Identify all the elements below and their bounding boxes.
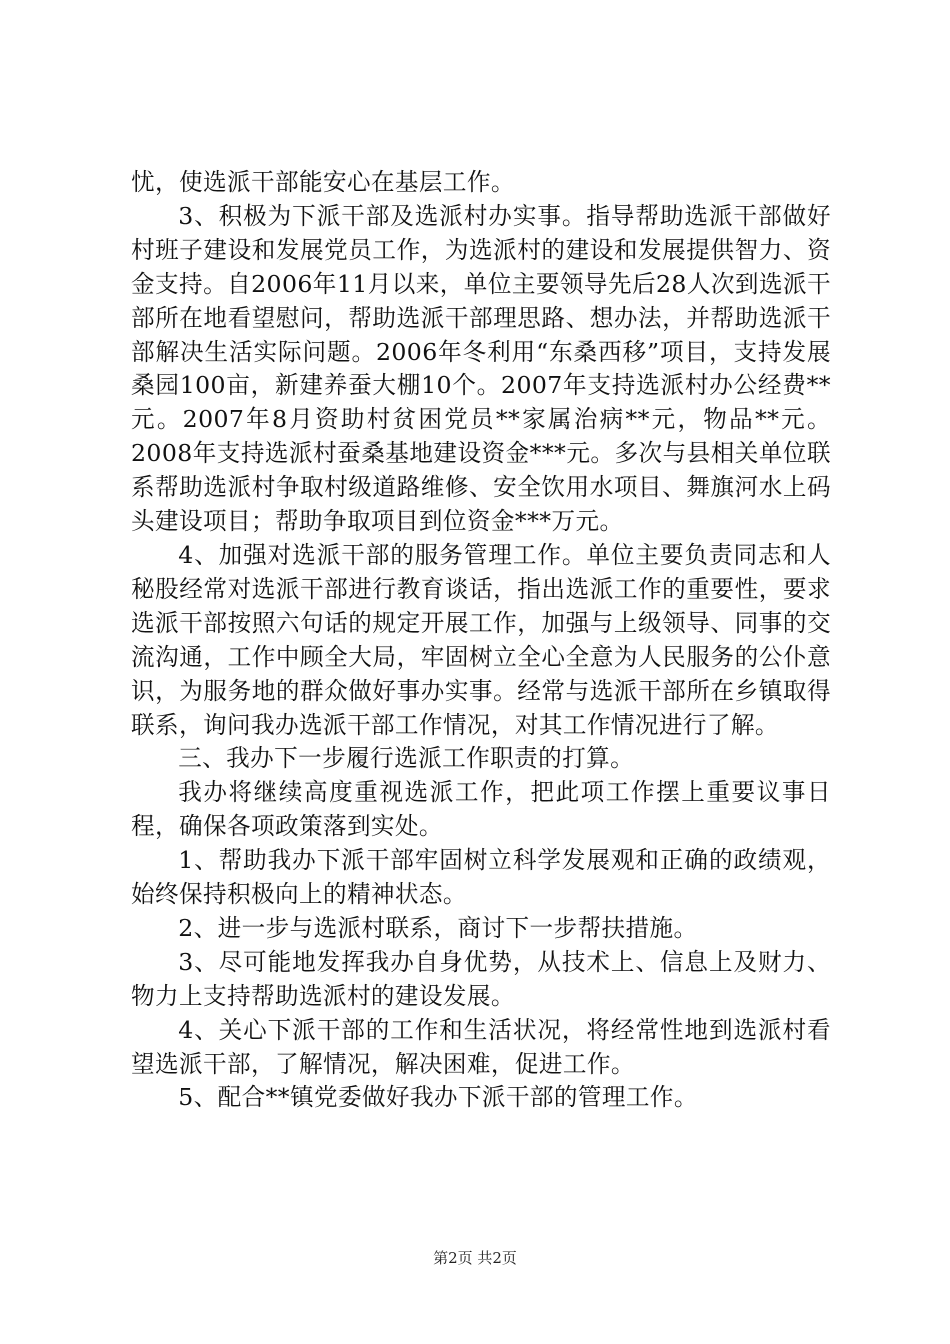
plan-item-5: 5、配合**镇党委做好我办下派干部的管理工作。 (178, 1083, 698, 1112)
plan-item-4: 4、关心下派干部的工作和生活状况，将经常性地到选派村看望选派干部，了解情况，解决困难，促进工作。 (131, 1015, 831, 1078)
paragraph-intro: 我办将继续高度重视选派工作，把此项工作摆上重要议事日程，确保各项政策落到实处。 (131, 778, 831, 841)
section-heading-3: 三、我办下一步履行选派工作职责的打算。 (178, 744, 635, 773)
paragraph-item-3: 3、积极为下派干部及选派村办实事。指导帮助选派干部做好村班子建设和发展党员工作，为选派村的建设和发展提供智力、资金支持。自2006年11月以来，单位主要领导先后28人次到选派干部所在地看望慰问，帮助选派干部理思路、想办法，并帮助选派干部解决生活实际问题。2006年冬利用“东桑西移”项目，支持发展桑园100亩，新建养蚕大棚10个。2007年支持选派村办公经费**元。2007年8月资助村贫困党员**家属治病**元，物品**元。2008年支持选派村蚕桑基地建设资金***元。多次与县相关单位联系帮助选派村争取村级道路维修、安全饮用水项目、舞旗河水上码头建设项目；帮助争取项目到位资金***万元。 (131, 201, 831, 536)
paragraph-item-4: 4、加强对选派干部的服务管理工作。单位主要负责同志和人秘股经常对选派干部进行教育谈话，指出选派工作的重要性，要求选派干部按照六句话的规定开展工作，加强与上级领导、同事的交流沟通，工作中顾全大局，牢固树立全心全意为人民服务的公仆意识，为服务地的群众做好事办实事。经常与选派干部所在乡镇取得联系，询问我办选派干部工作情况，对其工作情况进行了解。 (131, 540, 831, 739)
plan-item-3: 3、尽可能地发挥我办自身优势，从技术上、信息上及财力、物力上支持帮助选派村的建设发展。 (131, 947, 831, 1010)
paragraph-continuation: 忧，使选派干部能安心在基层工作。 (131, 168, 515, 196)
plan-item-2: 2、进一步与选派村联系，商讨下一步帮扶措施。 (178, 913, 698, 942)
document-body (131, 166, 831, 1115)
plan-item-1: 1、帮助我办下派干部牢固树立科学发展观和正确的政绩观，始终保持积极向上的精神状态。 (131, 846, 831, 909)
page-footer: 第2页 共2页 (433, 1249, 517, 1267)
